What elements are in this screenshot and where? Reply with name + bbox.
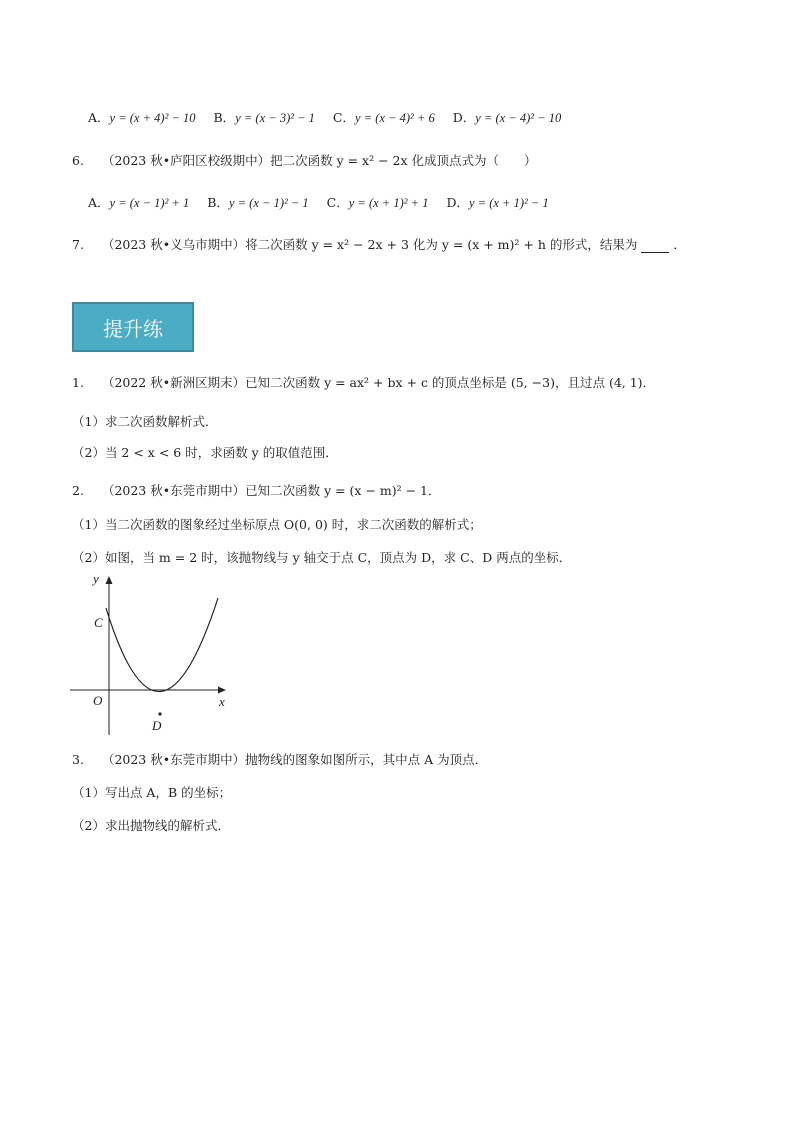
p3-sub2: （2）求出抛物线的解析式． bbox=[72, 818, 230, 833]
p1-sub2: （2）当 2 < x < 6 时，求函数 y 的取值范围． bbox=[72, 445, 338, 460]
q6-option-c: C．y = (x + 1)² + 1 bbox=[326, 195, 429, 210]
p1-sub1: （1）求二次函数解析式． bbox=[72, 414, 218, 429]
q5-options bbox=[88, 108, 575, 126]
p2-sub1: （1）当二次函数的图象经过坐标原点 O(0, 0) 时，求二次函数的解析式； bbox=[72, 517, 482, 532]
q5-option-b: B．y = (x − 3)² − 1 bbox=[213, 110, 315, 125]
y-axis-arrow bbox=[106, 576, 113, 584]
label-d: D bbox=[152, 718, 162, 733]
q5-option-a: A．y = (x + 4)² − 10 bbox=[88, 110, 196, 125]
p2-sub2: （2）如图，当 m = 2 时，该抛物线与 y 轴交于点 C，顶点为 D，求 C、D 两点的坐标． bbox=[72, 550, 572, 565]
p3-number: 3. bbox=[72, 752, 84, 767]
section-title: 提升练 bbox=[103, 316, 163, 341]
p1-text: （2022 秋•新洲区期末）已知二次函数 y = ax² + bx + c 的顶点坐标是 (5, −3)，且过点 (4, 1)． bbox=[101, 375, 656, 390]
label-y: y bbox=[93, 571, 99, 586]
q6-text: （2023 秋•庐阳区校级期中）把二次函数 y = x² − 2x 化成顶点式为（ ） bbox=[101, 153, 537, 168]
problem-3 bbox=[72, 750, 487, 768]
q7-text: （2023 秋•义乌市期中）将二次函数 y = x² − 2x + 3 化为 y = (x + m)² + h 的形式，结果为 bbox=[101, 237, 638, 252]
q6-option-d: D．y = (x + 1)² − 1 bbox=[446, 195, 549, 210]
q6-number: 6. bbox=[72, 153, 84, 168]
q6-option-a: A．y = (x − 1)² + 1 bbox=[88, 195, 190, 210]
problem-1 bbox=[72, 373, 655, 391]
vertex-point bbox=[158, 712, 161, 715]
parabola-curve bbox=[106, 598, 218, 692]
problem-2 bbox=[72, 481, 441, 499]
label-o: O bbox=[93, 693, 103, 708]
question-6 bbox=[72, 151, 537, 169]
parabola-graph bbox=[66, 570, 236, 740]
q6-option-b: B．y = (x − 1)² − 1 bbox=[207, 195, 309, 210]
p3-sub1: （1）写出点 A，B 的坐标； bbox=[72, 785, 232, 800]
question-7: 7. （2023 秋•义乌市期中）将二次函数 y = x² − 2x + 3 化为 y = (x + m)² + h 的形式，结果为 ． bbox=[72, 237, 686, 252]
p1-number: 1. bbox=[72, 375, 84, 390]
q5-option-d: D．y = (x − 4)² − 10 bbox=[452, 110, 562, 125]
q7-number: 7. bbox=[72, 237, 84, 252]
p2-text: （2023 秋•东莞市期中）已知二次函数 y = (x − m)² − 1． bbox=[101, 483, 441, 498]
answer-blank bbox=[641, 240, 669, 253]
label-c: C bbox=[94, 615, 103, 630]
p2-number: 2. bbox=[72, 483, 84, 498]
label-x: x bbox=[219, 694, 225, 709]
x-axis-arrow bbox=[218, 687, 226, 694]
section-header-tishenglian bbox=[72, 302, 194, 352]
q5-option-c: C．y = (x − 4)² + 6 bbox=[332, 110, 435, 125]
p3-text: （2023 秋•东莞市期中）抛物线的图象如图所示，其中点 A 为顶点． bbox=[101, 752, 488, 767]
q6-options bbox=[88, 193, 563, 211]
